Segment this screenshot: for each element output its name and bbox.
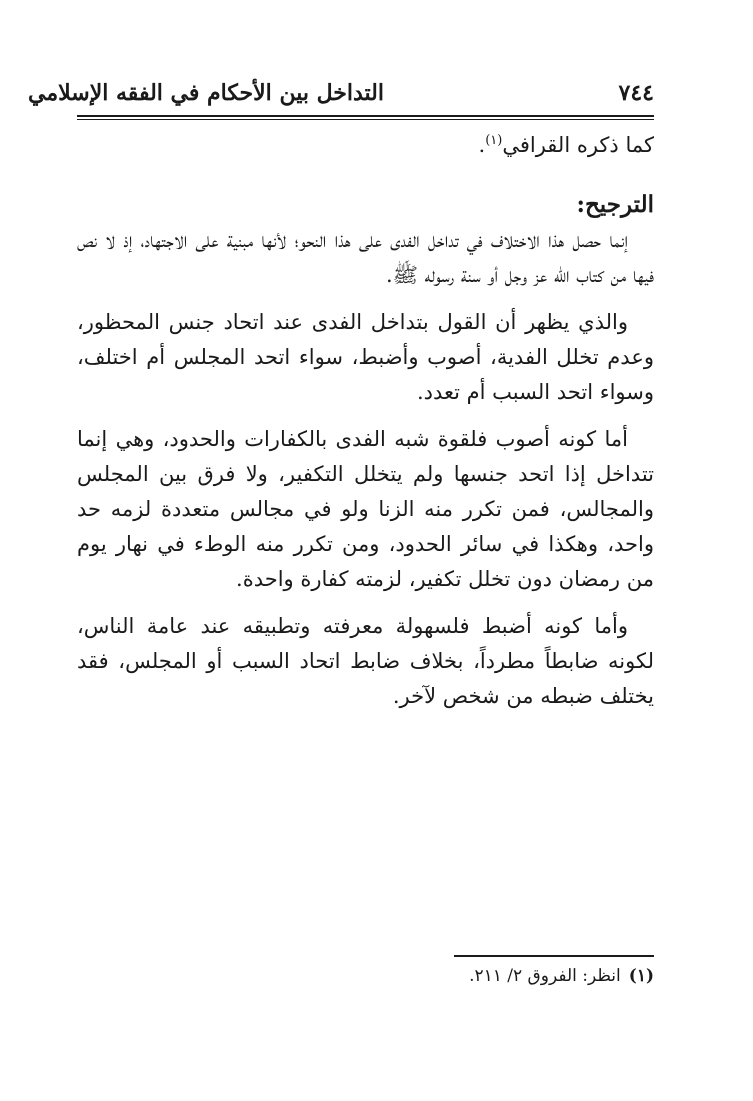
main-text xyxy=(77,128,654,726)
running-title: التداخل بين الأحكام في الفقه الإسلامي xyxy=(28,80,384,106)
footnote-separator xyxy=(454,955,654,957)
page-number: ٧٤٤ xyxy=(618,80,654,106)
paragraph-3: أما كونه أصوب فلقوة شبه الفدى بالكفارات والحدود، وهي إنما تتداخل إذا اتحد جنسها ولم يتخلل التكفير، ولا فرق بين المجلس والمجالس، فمن تكرر منه الزنا ولو في مجالس متعددة لزمه حد واحد، وهكذا في سائر الحدود، ومن تكرر منه الوطء في نهار يوم من رمضان دون تخلل تكفير، لزمته كفارة واحدة. xyxy=(77,427,654,591)
footnote xyxy=(154,962,654,990)
header-rule xyxy=(77,115,654,117)
section-heading: الترجيح: xyxy=(576,191,654,218)
opening-text: كما ذكره القرافي xyxy=(502,133,654,157)
paragraph-4: وأما كونه أضبط فلسهولة معرفته وتطبيقه عند عامة الناس، لكونه ضابطاً مطرداً، بخلاف ضابط اتحاد السبب أو المجلس، فقد يختلف ضبطه من شخص لآخر. xyxy=(77,614,654,708)
footnote-reference: (١) xyxy=(485,133,503,148)
opening-end: . xyxy=(478,133,486,157)
header-rule-thin xyxy=(77,119,654,120)
footnote-marker: (١) xyxy=(628,966,654,986)
page-header xyxy=(28,78,654,112)
paragraph-1: إنما حصل هذا الاختلاف في تداخل الفدى على هذا النحو؛ لأنها مبنية على الاجتهاد، إذ لا نص فيها من كتاب الله عز وجل أو سنة رسوله ﷺ. xyxy=(77,228,654,287)
paragraph-2: والذي يظهر أن القول بتداخل الفدى عند اتحاد جنس المحظور، وعدم تخلل الفدية، أصوب وأضبط، سواء اتحد المجلس أم اختلف، وسواء اتحد السبب أم تعدد. xyxy=(77,310,654,404)
opening-line xyxy=(77,128,654,163)
footnote-text: انظر: الفروق ٢/ ٢١١. xyxy=(469,966,621,986)
